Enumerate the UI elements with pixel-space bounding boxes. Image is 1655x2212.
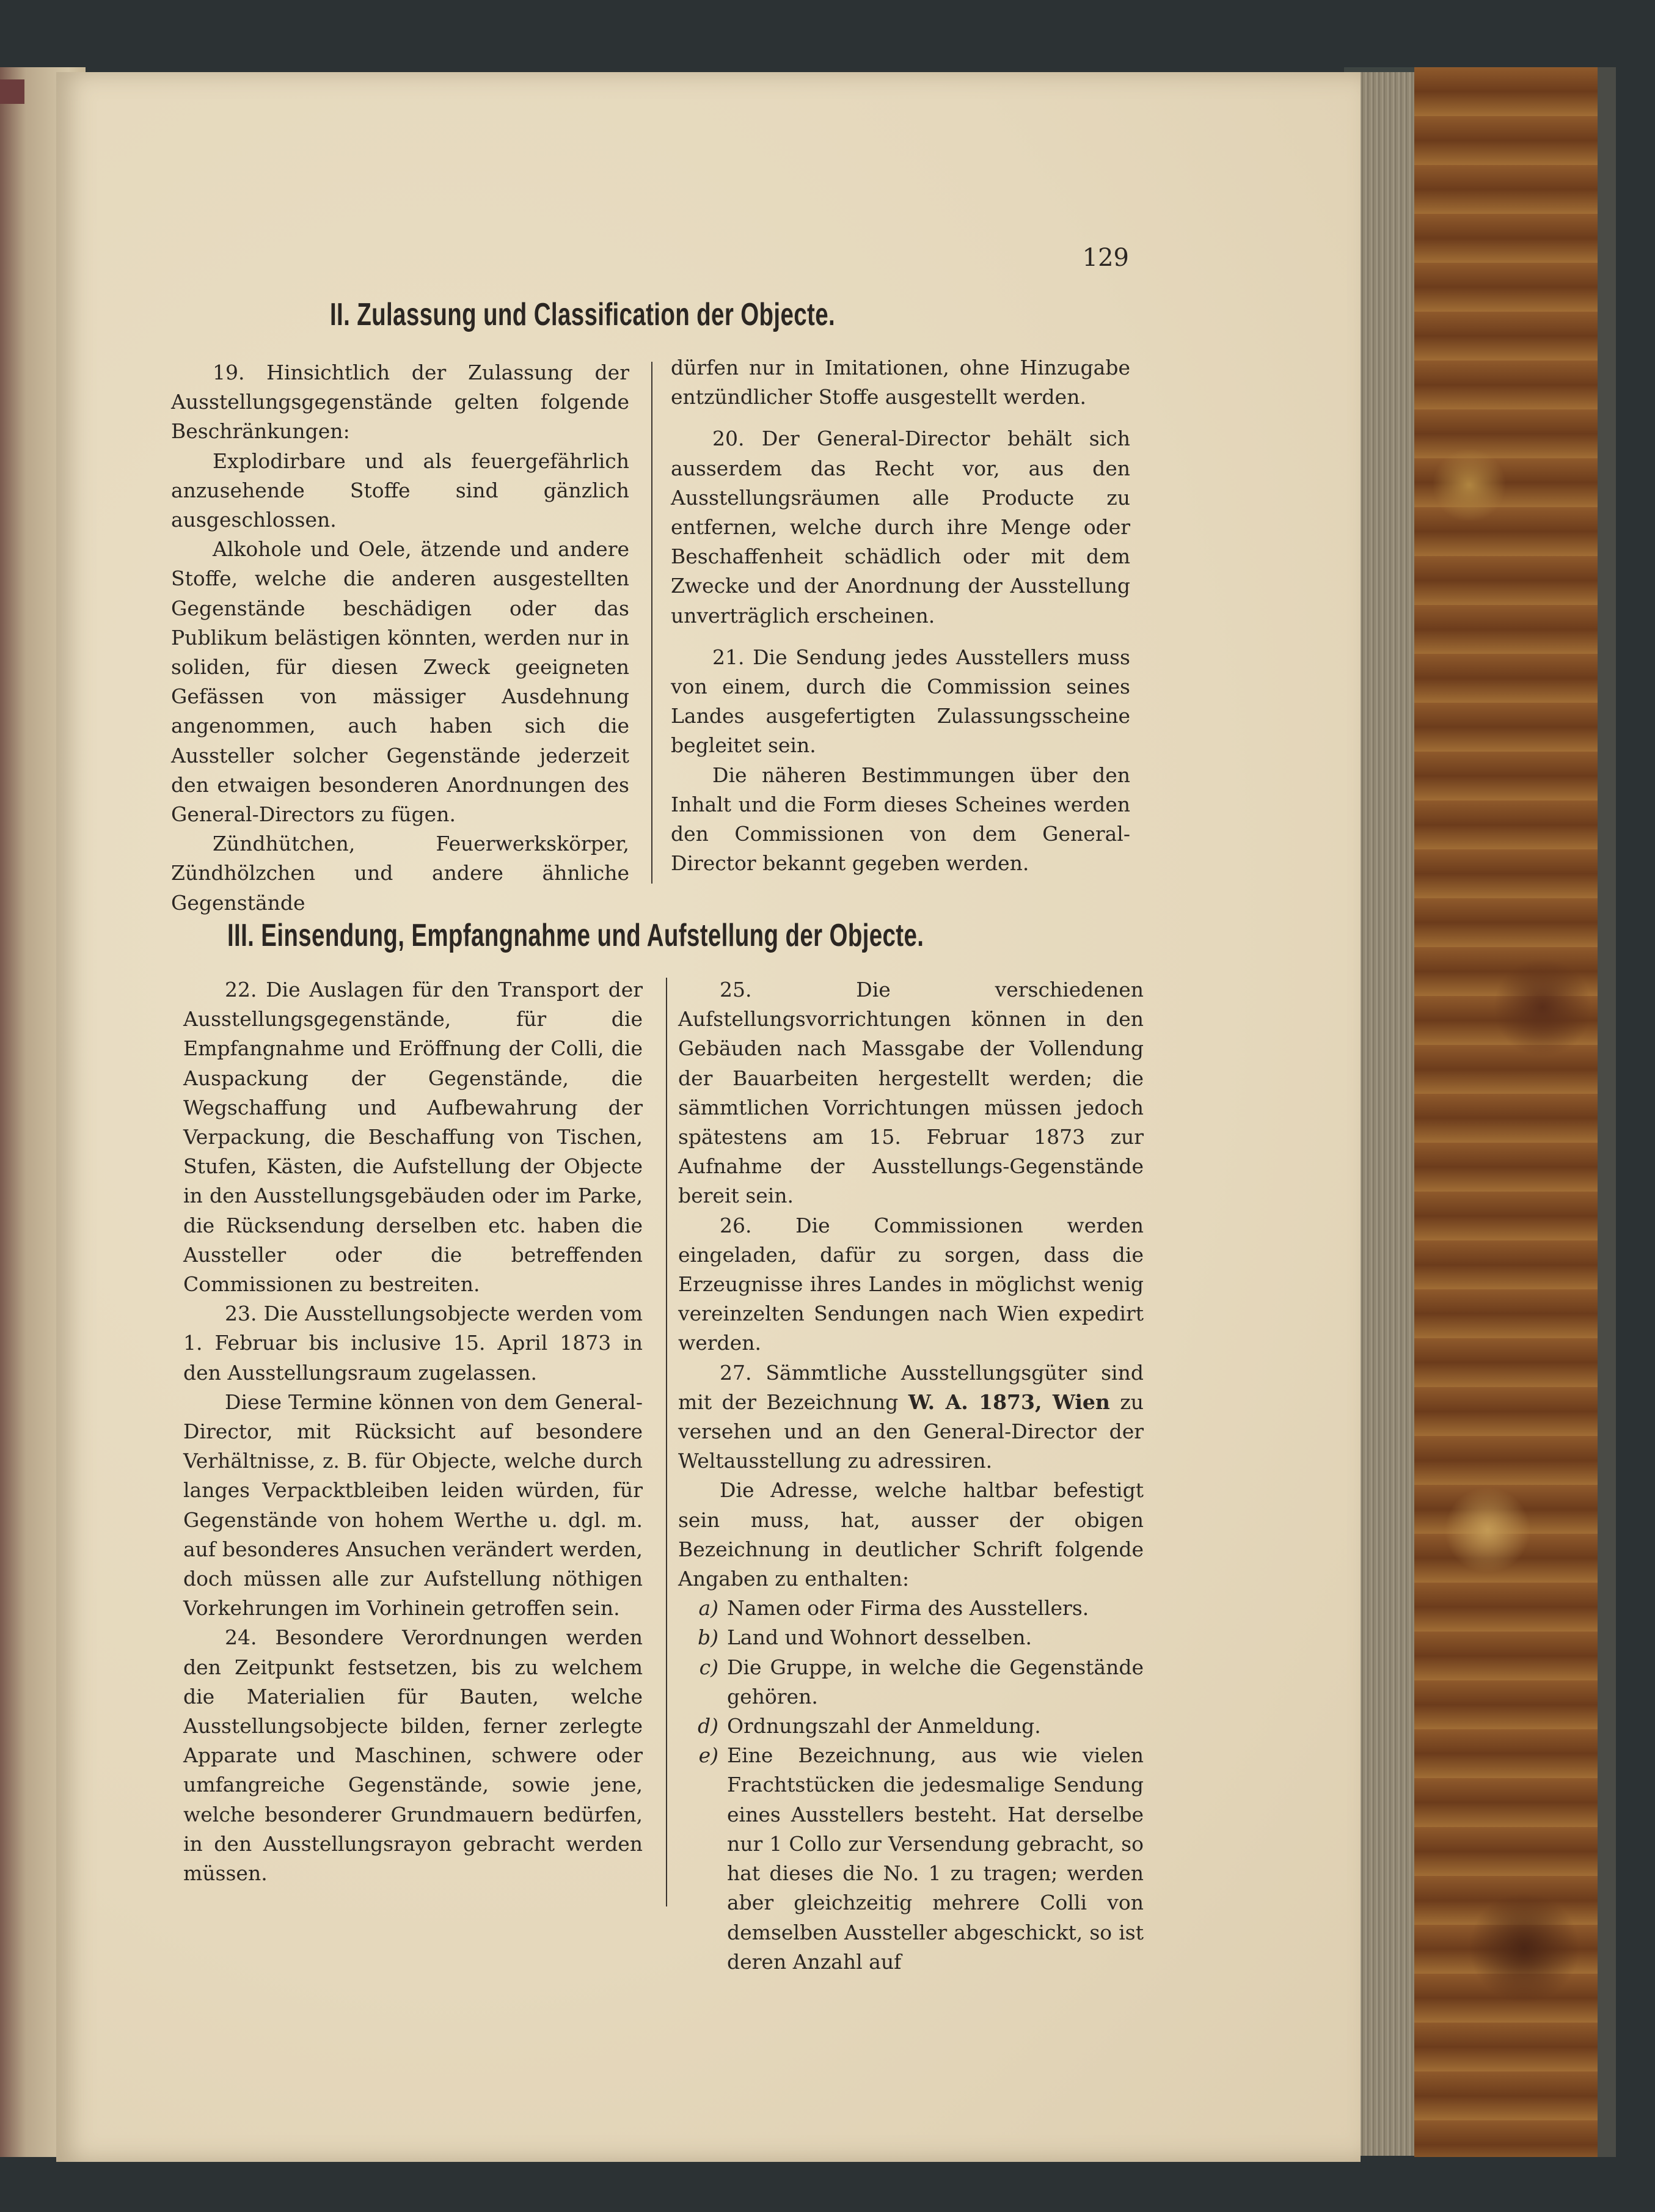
left-cover-corner: [0, 79, 24, 104]
list-item: [678, 1741, 1144, 1977]
section-3-heading: III. Einsendung, Empfangnahme und Aufstellung der Objecte.: [227, 918, 924, 953]
address-mark: W. A. 1873, Wien: [908, 1390, 1110, 1414]
section-2-heading: II. Zulassung und Classification der Objecte.: [330, 297, 836, 332]
list-item-label: c): [699, 1655, 718, 1679]
paragraph-27-text-end: zu versehen und an den General-Director der Weltausstellung zu adressiren.: [678, 1390, 1144, 1473]
paragraph-alcohols: Alkohole und Oele, ätzende und andere Stoffe, welche die anderen ausgestellten Gegenstände beschädigen oder das Publikum belästigen könnten, werden nur in soliden, für diesen Zweck geeigneten Gefässen von mässiger Ausdehnung angenommen, auch haben sich die Aussteller solcher Gegenstände jederzeit den etwaigen besonderen Anordnungen des General-Directors zu fügen.: [171, 537, 629, 827]
marbled-book-cover: [1414, 67, 1616, 2157]
paragraph-termine: Diese Termine können von dem General-Director, mit Rücksicht auf besondere Verhältnisse, z. B. für Objecte, welche durch langes Verpacktbleiben leiden würden, für Gegenstände von hohem Werthe u. dgl. m. auf besonderes Ansuchen verändert werden, doch müssen alle zur Aufstellung nöthigen Vorkehrungen im Vorhinein getroffen sein.: [183, 1390, 643, 1621]
paragraph-fireworks: Zündhütchen, Feuerwerkskörper, Zündhölzchen und andere ähnliche Gegenstände: [171, 832, 629, 915]
section-2-right-column: [671, 353, 1130, 878]
column-divider: [651, 362, 652, 884]
paragraph-26: 26. Die Commissionen werden eingeladen, dafür zu sorgen, dass die Erzeugnisse ihres Landes in möglichst wenig vereinzelten Sendungen nach Wien expedirt werden.: [678, 1213, 1144, 1355]
page-edges: [1353, 72, 1414, 2156]
list-item-text: Ordnungszahl der Anmeldung.: [727, 1714, 1041, 1738]
list-item-text: Eine Bezeichnung, aus wie vielen Frachtstücken die jedesmalige Sendung eines Ausstellers besteht. Hat derselbe nur 1 Collo zur Versendung gebracht, so hat dieses die No. 1 zu tragen; werden aber gleichzeitig mehrere Colli von demselben Aussteller abgeschickt, so ist deren Anzahl auf: [727, 1743, 1144, 1974]
section-3-left-column: [183, 975, 643, 1888]
list-item: [678, 1653, 1144, 1712]
paragraph-22: 22. Die Auslagen für den Transport der Ausstellungsgegenstände, für die Empfangnahme und Eröffnung der Colli, die Auspackung der Gegenstände, die Wegschaffung und Aufbewahrung der Verpackung, die Beschaffung von Tischen, Stufen, Kästen, die Aufstellung der Objecte in den Ausstellungsgebäuden oder im Parke, die Rücksendung derselben etc. haben die Aussteller oder die betreffenden Commissionen zu bestreiten.: [183, 978, 643, 1297]
list-item-text: Land und Wohnort desselben.: [727, 1625, 1032, 1650]
section-2-left-column: [171, 358, 629, 918]
paragraph-explosives: Explodirbare und als feuergefährlich anzusehende Stoffe sind gänzlich ausgeschlossen.: [171, 449, 629, 532]
paragraph-adresse: Die Adresse, welche haltbar befestigt sein muss, hat, ausser der obigen Bezeichnung in deutlicher Schrift folgende Angaben zu enthalten:: [678, 1478, 1144, 1591]
paragraph-27-text: 27. Sämmtliche Ausstellungsgüter sind mit der Bezeichnung: [678, 1360, 1144, 1414]
list-item-text: Namen oder Firma des Ausstellers.: [727, 1596, 1089, 1621]
list-item: [678, 1623, 1144, 1652]
paragraph-25: 25. Die verschiedenen Aufstellungsvorrichtungen können in den Gebäuden nach Massgabe der Vollendung der Bauarbeiten hergestellt werden; die sämmtlichen Vorrichtungen müssen jedoch spätestens am 15. Februar 1873 zur Aufnahme der Ausstellungs-Gegenstände bereit sein.: [678, 978, 1144, 1208]
list-item-label: a): [698, 1596, 718, 1621]
paragraph-bestimmungen: Die näheren Bestimmungen über den Inhalt und die Form dieses Scheines werden den Commissionen von dem General-Director bekannt gegeben werden.: [671, 763, 1130, 876]
list-item-label: b): [698, 1625, 718, 1650]
paragraph-19: 19. Hinsichtlich der Zulassung der Ausstellungsgegenstände gelten folgende Beschränkungen:: [171, 361, 629, 444]
list-item-label: e): [698, 1743, 718, 1768]
list-item-text: Die Gruppe, in welche die Gegenstände gehören.: [727, 1655, 1144, 1708]
address-items-list: [678, 1594, 1144, 1977]
page-number: 129: [1082, 244, 1129, 272]
paragraph-21: 21. Die Sendung jedes Ausstellers muss von einem, durch die Commission seines Landes ausgefertigten Zulassungsscheine begleitet sein.: [671, 645, 1130, 758]
paragraph-27: [678, 1358, 1144, 1476]
paragraph-20: 20. Der General-Director behält sich ausserdem das Recht vor, aus den Ausstellungsräumen alle Producte zu entfernen, welche durch ihre Menge oder Beschaffenheit schädlich oder mit dem Zwecke und der Anordnung der Ausstellung unverträglich erscheinen.: [671, 427, 1130, 628]
paragraph-24: 24. Besondere Verordnungen werden den Zeitpunkt festsetzen, bis zu welchem die Materialien für Bauten, welche Ausstellungsobjecte bilden, ferner zerlegte Apparate und Maschinen, schwere oder umfangreiche Gegenstände, sowie jene, welche besonderer Grundmauern bedürfen, in den Ausstellungsrayon gebracht werden müssen.: [183, 1625, 643, 1886]
list-item-label: d): [698, 1714, 718, 1738]
section-3-right-column: [678, 975, 1144, 1977]
paragraph-23: 23. Die Ausstellungsobjecte werden vom 1. Februar bis inclusive 15. April 1873 in den Ausstellungsraum zugelassen.: [183, 1302, 643, 1385]
list-item: [678, 1712, 1144, 1741]
list-item: [678, 1594, 1144, 1623]
column-divider: [666, 978, 667, 1906]
paragraph-fireworks-cont: dürfen nur in Imitationen, ohne Hinzugabe entzündlicher Stoffe ausgestellt werden.: [671, 356, 1130, 409]
